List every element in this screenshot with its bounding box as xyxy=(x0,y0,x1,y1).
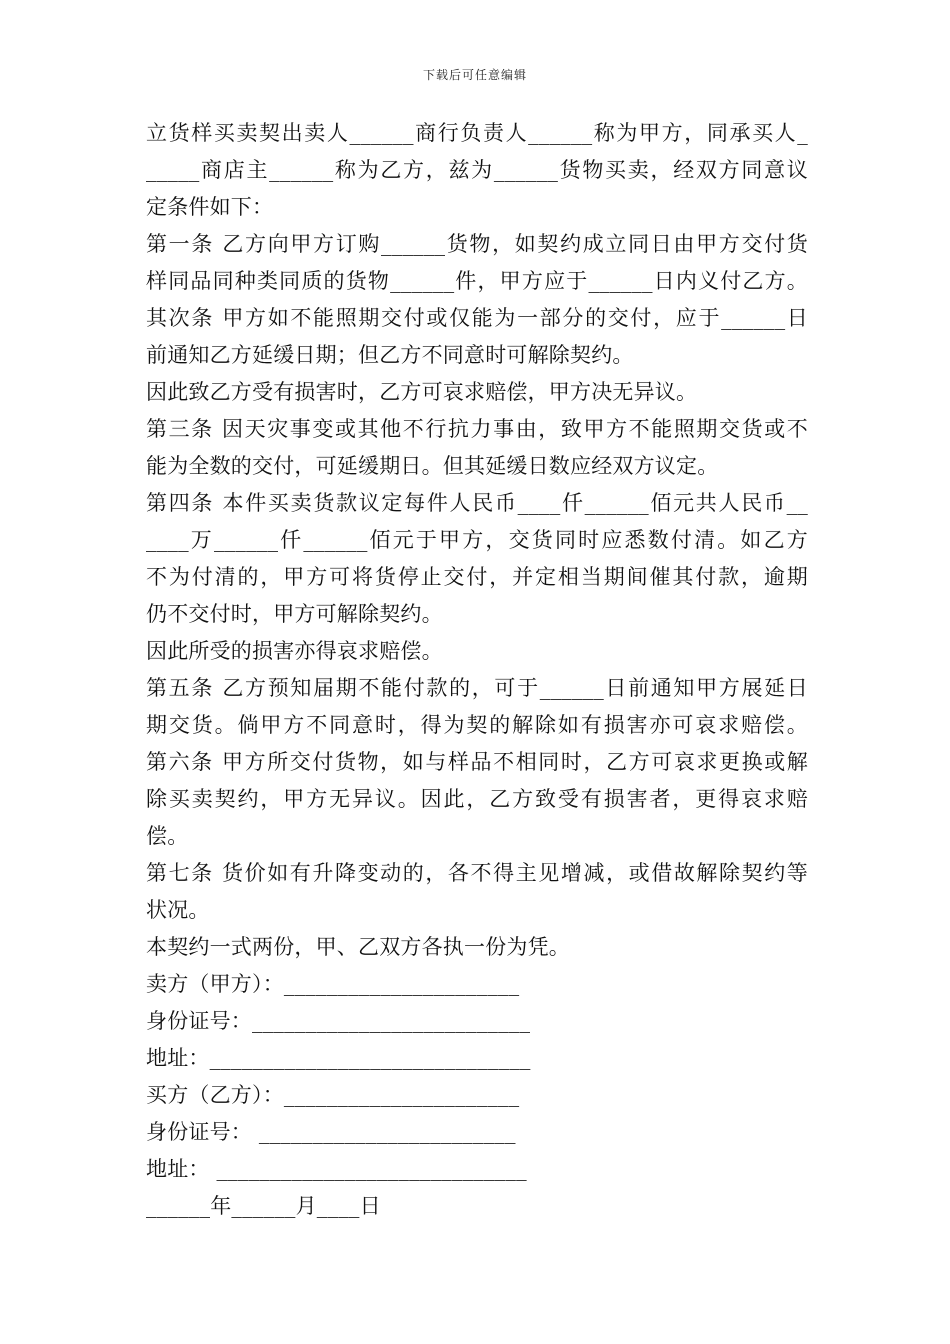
article-2-line: 前通知乙方延缓日期；但乙方不同意时可解除契约。 xyxy=(146,343,634,367)
buyer-signature-line: 买方（乙方）：______________________ xyxy=(146,1083,520,1107)
seller-id-line: 身份证号：__________________________ xyxy=(146,1009,531,1033)
article-2-line: 其次条 甲方如不能照期交付或仅能为一部分的交付，应于______日 xyxy=(146,306,808,330)
article-2-line: 因此致乙方受有损害时，乙方可哀求赔偿，甲方决无异议。 xyxy=(146,380,698,404)
seller-signature-line: 卖方（甲方）：______________________ xyxy=(146,972,520,996)
article-5-line: 第五条 乙方预知届期不能付款的，可于______日前通知甲方展延日 xyxy=(146,676,808,700)
article-1-line: 第一条 乙方向甲方订购______货物，如契约成立同日由甲方交付货 xyxy=(146,232,808,256)
copies-clause: 本契约一式两份，甲、乙双方各执一份为凭。 xyxy=(146,935,570,959)
header-note: 下载后可任意编辑 xyxy=(422,68,527,82)
date-line: ______年______月____日 xyxy=(146,1194,381,1218)
article-6-line: 第六条 甲方所交付货物，如与样品不相同时，乙方可哀求更换或解 xyxy=(146,750,808,774)
contract-line: 立货样买卖契出卖人______商行负责人______称为甲方，同承买人_ xyxy=(146,121,808,145)
article-6-line: 除买卖契约，甲方无异议。因此，乙方致受有损害者，更得哀求赔 xyxy=(146,787,808,811)
article-4-line: 仍不交付时，甲方可解除契约。 xyxy=(146,602,443,626)
article-7-line: 状况。 xyxy=(146,898,210,922)
document-body xyxy=(146,115,808,1225)
article-3-line: 第三条 因天灾事变或其他不行抗力事由，致甲方不能照期交货或不 xyxy=(146,417,808,441)
article-4-line: 第四条 本件买卖货款议定每件人民币____仟______佰元共人民币__ xyxy=(146,491,808,515)
article-4-line: 因此所受的损害亦得哀求赔偿。 xyxy=(146,639,443,663)
buyer-address-line: 地址： _____________________________ xyxy=(146,1157,527,1181)
article-6-line: 偿。 xyxy=(146,824,189,848)
article-4-line: ____万______仟______佰元于甲方，交货同时应悉数付清。如乙方 xyxy=(146,528,808,552)
article-7-line: 第七条 货价如有升降变动的，各不得主见增减，或借故解除契约等 xyxy=(146,861,808,885)
contract-line: _____商店主______称为乙方，兹为______货物买卖，经双方同意议 xyxy=(146,158,808,182)
article-5-line: 期交货。倘甲方不同意时，得为契的解除如有损害亦可哀求赔偿。 xyxy=(146,713,808,737)
seller-address-line: 地址：______________________________ xyxy=(146,1046,531,1070)
article-1-line: 样同品同种类同质的货物______件，甲方应于______日内义付乙方。 xyxy=(146,269,808,293)
article-3-line: 能为全数的交付，可延缓期日。但其延缓日数应经双方议定。 xyxy=(146,454,719,478)
buyer-id-line: 身份证号： ________________________ xyxy=(146,1120,516,1144)
contract-line: 定条件如下： xyxy=(146,195,274,219)
article-4-line: 不为付清的，甲方可将货停止交付，并定相当期间催其付款，逾期 xyxy=(146,565,808,589)
